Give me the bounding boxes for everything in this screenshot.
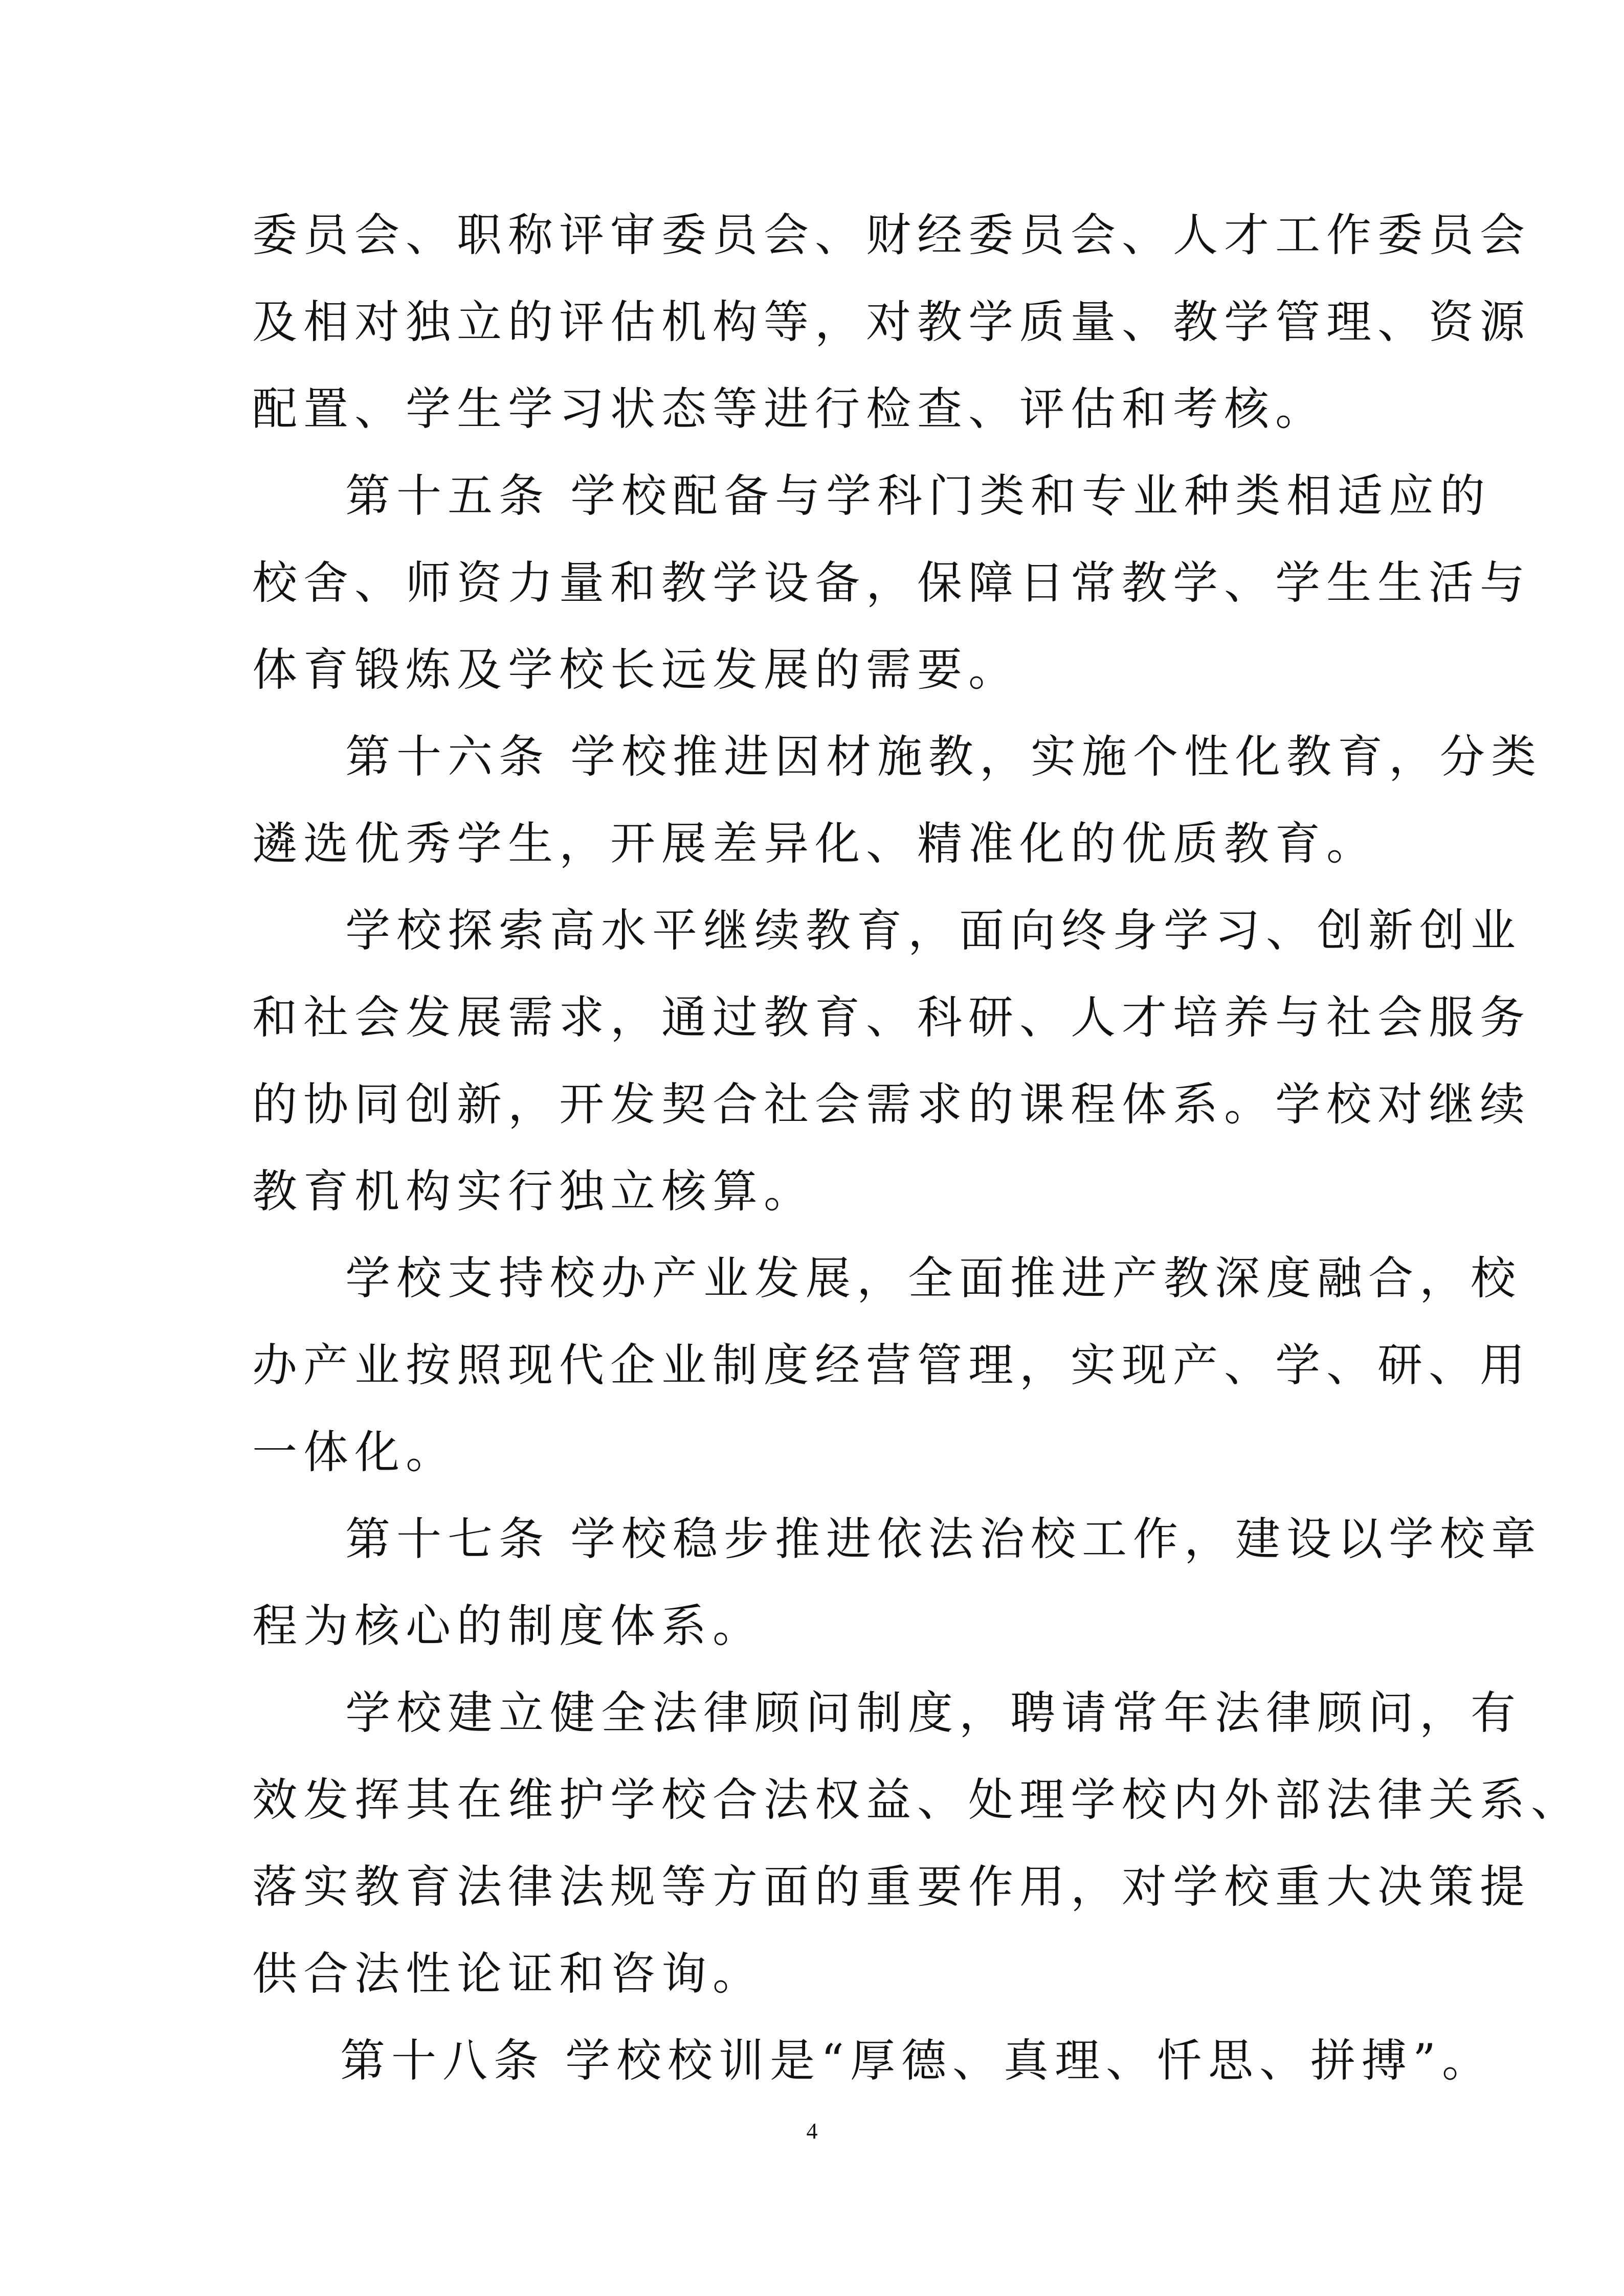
text-line: 办产业按照现代企业制度经营管理，实现产、学、研、用 xyxy=(252,1339,1531,1391)
text-line: 供合法性论证和咨询。 xyxy=(252,1947,764,2000)
article-17-heading-line: 第十七条 学校稳步推进依法治校工作，建设以学校章 xyxy=(345,1513,1542,1565)
article-18-heading-line: 第十八条 学校校训是“厚德、真理、忏思、拼搏”。 xyxy=(340,2034,1493,2087)
text-line: 和社会发展需求，通过教育、科研、人才培养与社会服务 xyxy=(252,991,1531,1044)
text-line: 遴选优秀学生，开展差异化、精准化的优质教育。 xyxy=(252,817,1378,870)
text-line: 的协同创新，开发契合社会需求的课程体系。学校对继续 xyxy=(252,1078,1531,1131)
text-line: 体育锻炼及学校长远发展的需要。 xyxy=(252,643,1020,696)
text-line: 落实教育法律法规等方面的重要作用，对学校重大决策提 xyxy=(252,1860,1531,1913)
paragraph-first-line: 学校建立健全法律顾问制度，聘请常年法律顾问，有 xyxy=(345,1686,1522,1739)
text-line: 委员会、职称评审委员会、财经委员会、人才工作委员会 xyxy=(252,209,1531,261)
text-line: 教育机构实行独立核算。 xyxy=(252,1165,815,1218)
text-line: 配置、学生学习状态等进行检查、评估和考核。 xyxy=(252,382,1327,435)
paragraph-first-line: 学校支持校办产业发展，全面推进产教深度融合，校 xyxy=(345,1252,1522,1304)
page-number: 4 xyxy=(806,2119,818,2144)
text-line: 程为核心的制度体系。 xyxy=(252,1600,764,1652)
article-16-heading-line: 第十六条 学校推进因材施教，实施个性化教育，分类 xyxy=(345,730,1542,783)
article-15-heading-line: 第十五条 学校配备与学科门类和专业种类相适应的 xyxy=(345,469,1491,522)
text-line: 校舍、师资力量和教学设备，保障日常教学、学生生活与 xyxy=(252,556,1531,609)
paragraph-first-line: 学校探索高水平继续教育，面向终身学习、创新创业 xyxy=(345,904,1522,957)
text-line: 及相对独立的评估机构等，对教学质量、教学管理、资源 xyxy=(252,296,1531,348)
text-line: 一体化。 xyxy=(252,1426,457,1478)
text-line: 效发挥其在维护学校合法权益、处理学校内外部法律关系、 xyxy=(252,1773,1583,1826)
